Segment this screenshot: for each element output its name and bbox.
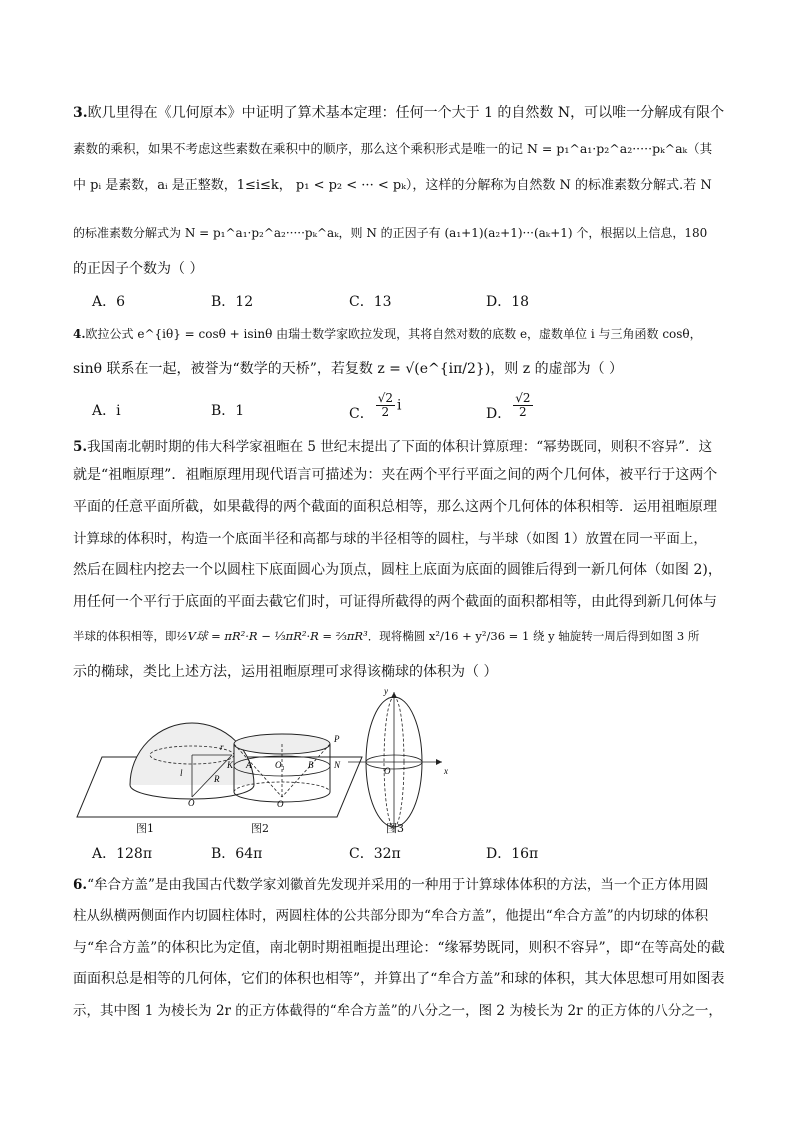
q5-line-4: 计算球的体积时，构造一个底面半径和高都与球的半径相等的圆柱，与半球（如图 1）放置在同一平面上，: [73, 531, 707, 547]
q4-option-d[interactable]: D． $\frac{√2}{2}$: [486, 391, 531, 422]
fig1-label-O: O: [188, 798, 195, 808]
q3-line-4: 的标准素数分解式为 N = p₁^a₁·p₂^a₂·····pₖ^aₖ，则 N 的正因子有 (a₁+1)(a₂+1)···(aₖ+1) 个，根据以上信息，180: [73, 226, 708, 240]
q5-option-c[interactable]: C．32π: [349, 846, 401, 862]
q6-number: 6.: [73, 877, 88, 893]
q3-line-1: [73, 103, 723, 123]
q5-figures: [72, 682, 492, 842]
fig3-caption: 图3: [386, 822, 404, 835]
q5-line-7: 半球的体积相等，即½V球 = πR²·R − ⅓πR²·R = ⅔πR³．现将椭圆 x²/16 + y²/36 = 1 绕 y 轴旋转一周后得到如图 3 所: [73, 629, 700, 643]
fig2-label-B: B: [308, 760, 314, 770]
q5-line-3: 平面的任意平面所截，如果截得的两个截面的面积总相等，那么这两个几何体的体积相等．运用祖暅原理: [73, 499, 717, 515]
q5-line-6: 用任何一个平行于底面的平面去截它们时，可证得所截得的两个截面的面积都相等，由此得到新几何体与: [73, 594, 717, 610]
fig2-label-A: A: [246, 760, 252, 770]
q4-text-1: 欧拉公式 e^{iθ} = cosθ + isinθ 由瑞士数学家欧拉发现，其将自然对数的底数 e，虚数单位 i 与三角函数 cosθ，: [85, 327, 702, 341]
fig2-label-P: P: [334, 734, 340, 744]
q3-option-a[interactable]: A．6: [92, 294, 126, 310]
q3-number: 3.: [73, 105, 88, 121]
q3-text-1: 欧几里得在《几何原本》中证明了算术基本定理：任何一个大于 1 的自然数 N，可以唯一分解成有限个: [87, 105, 725, 121]
fig2-label-O: O: [277, 799, 284, 809]
q6-line-4: 面面积总是相等的几何体，它们的体积也相等”，并算出了“牟合方盖”和球的体积，其大体思想可用如图表: [73, 971, 725, 987]
q5-line-8: 示的椭球，类比上述方法，运用祖暅原理可求得该椭球的体积为（ ）: [73, 664, 498, 680]
q5-option-b[interactable]: B．64π: [211, 846, 263, 862]
q5-formula: ½V球 = πR²·R − ⅓πR²·R = ⅔πR³: [176, 629, 368, 643]
q4-option-c[interactable]: C． $\frac{√2}{2}$ i: [349, 391, 402, 422]
q5-text-1: 我国南北朝时期的伟大科学家祖暅在 5 世纪末提出了下面的体积计算原理：“幂势既同，则积不容异”．这: [87, 439, 713, 455]
fig2-label-K: K: [227, 760, 234, 770]
q3-option-d[interactable]: D．18: [486, 294, 530, 310]
q4-option-c-fraction: $\frac{√2}{2}$: [377, 391, 393, 419]
q6-text-1: “牟合方盖”是由我国古代数学家刘徽首先发现并采用的一种用于计算球体体积的方法，当一个正方体用圆: [87, 877, 709, 893]
fig2-label-N: N: [334, 760, 341, 770]
fig3-label-O: O: [384, 766, 391, 776]
q5-line-2: 就是“祖暅原理”．祖暅原理用现代语言可描述为：夹在两个平行平面之间的两个几何体，被平行于这两个: [73, 467, 718, 483]
q6-line-2: 柱从纵横两侧面作内切圆柱体时，两圆柱体的公共部分即为“牟合方盖”，他提出“牟合方盖”的内切球的体积: [73, 908, 709, 924]
fig1-hemisphere: [130, 723, 254, 799]
q6-line-1: [73, 875, 723, 895]
q4-number: 4.: [73, 327, 86, 341]
q3-options: [88, 291, 648, 319]
fig3-label-x: x: [444, 766, 448, 776]
q4-options: [88, 392, 648, 432]
q3-option-c[interactable]: C．13: [349, 294, 392, 310]
q6-line-5: 示，其中图 1 为棱长为 2r 的正方体截得的“牟合方盖”的八分之一，图 2 为棱长为 2r 的正方体的八分之一，: [73, 1003, 722, 1019]
q5-figures-svg: [72, 682, 492, 842]
q5-option-d[interactable]: D．16π: [486, 846, 539, 862]
fig1-caption: 图1: [136, 822, 154, 835]
fig1-label-r: r: [220, 742, 224, 752]
fig1-label-R: R: [214, 774, 220, 784]
q4-line-1: [73, 324, 723, 344]
q3-line-3: 中 pᵢ 是素数，aᵢ 是正整数，1≤i≤k， p₁ < p₂ < ··· < pₖ），这样的分解称为自然数 N 的标准素数分解式.若 N: [73, 178, 712, 193]
q4-option-a[interactable]: A．i: [92, 403, 121, 419]
q4-option-d-fraction: $\frac{√2}{2}$: [515, 391, 531, 419]
q4-option-b[interactable]: B．1: [211, 403, 245, 419]
q5-number: 5.: [73, 439, 88, 455]
fig3-ellipsoid: [348, 692, 442, 832]
fig2-label-O1: O₁: [275, 760, 285, 770]
q3-line-2: 素数的乘积，如果不考虑这些素数在乘积中的顺序，那么这个乘积形式是唯一的记 N = p₁^a₁·p₂^a₂·····pₖ^aₖ（其: [73, 141, 713, 156]
q5-options: [88, 843, 648, 871]
q6-line-3: 与“牟合方盖”的体积比为定值，南北朝时期祖暅提出理论：“缘幂势既同，则积不容异”，即“在等高处的截: [73, 940, 725, 956]
q5-line-1: [73, 437, 723, 457]
fig3-label-y: y: [384, 686, 388, 696]
q3-line-5: 的正因子个数为（ ）: [73, 261, 204, 277]
q5-option-a[interactable]: A．128π: [92, 846, 153, 862]
q5-line-5: 然后在圆柱内挖去一个以圆柱下底面圆心为顶点，圆柱上底面为底面的圆锥后得到一新几何体（如图 2)，: [73, 562, 722, 578]
fig2-caption: 图2: [251, 822, 269, 835]
fig1-label-l: l: [180, 768, 183, 778]
q4-line-2: sinθ 联系在一起，被誉为“数学的天桥”，若复数 z = √(e^{iπ/2})，则 z 的虚部为（ ）: [73, 361, 624, 377]
q3-option-b[interactable]: B．12: [211, 294, 254, 310]
